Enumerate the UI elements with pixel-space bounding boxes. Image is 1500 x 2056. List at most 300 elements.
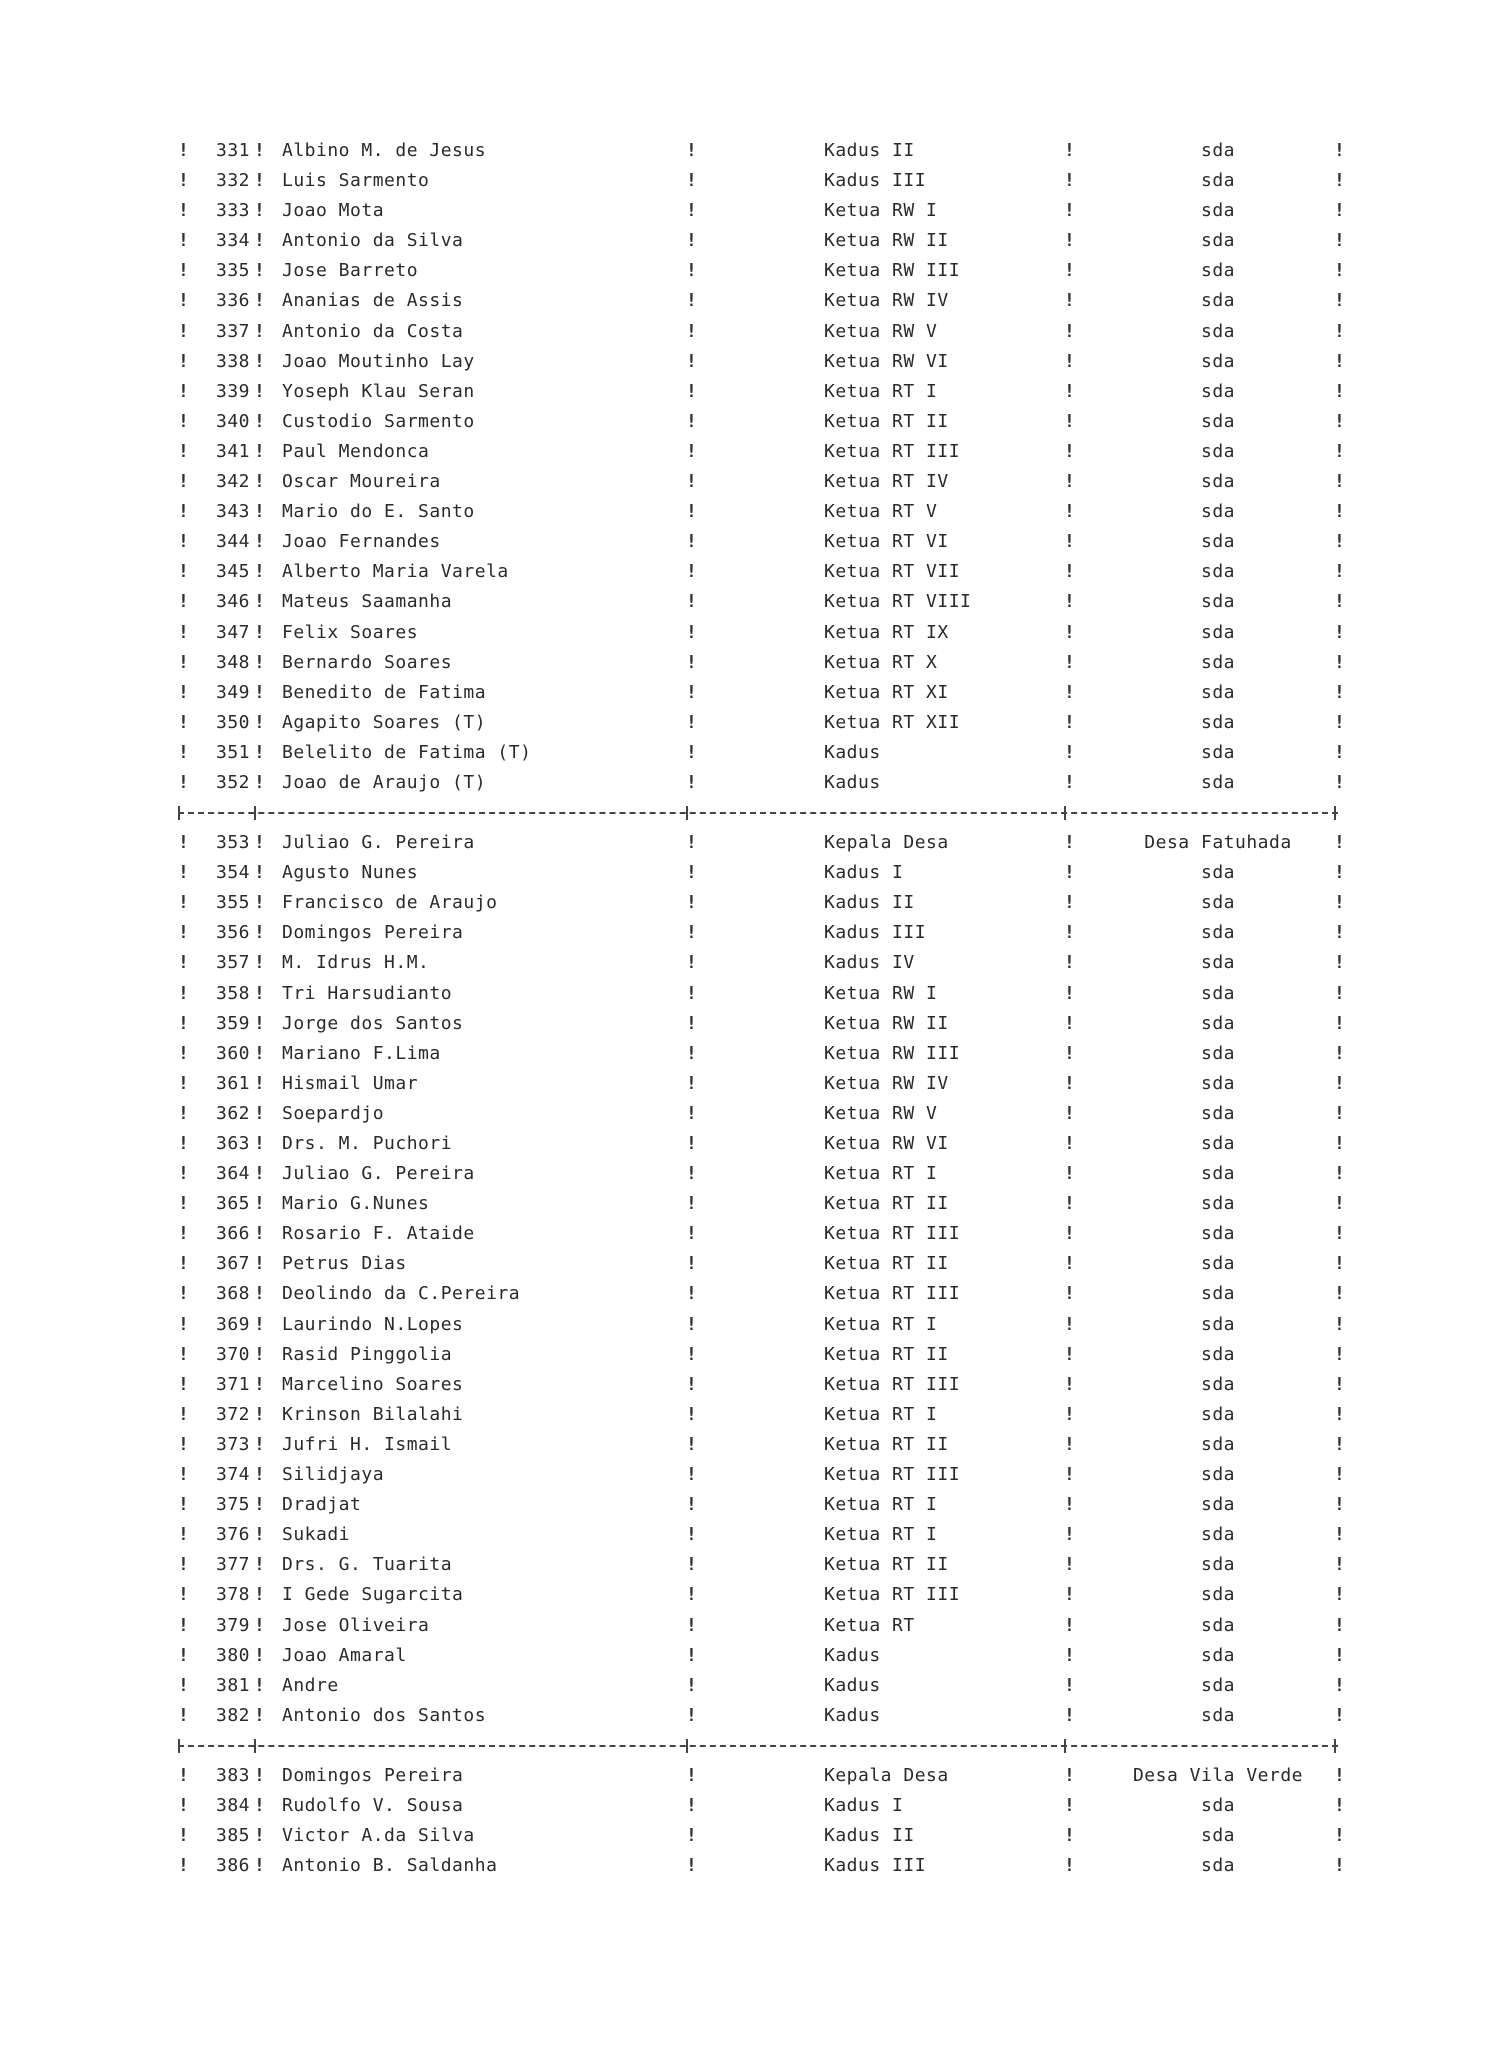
column-separator: ! — [1064, 1855, 1076, 1877]
person-name: Joao de Araujo (T) — [282, 771, 487, 793]
row-number: 343 — [215, 501, 250, 523]
position-title: Kadus — [824, 1704, 881, 1726]
column-separator: ! — [254, 1163, 266, 1185]
list-row — [174, 648, 1346, 678]
column-separator: ! — [1064, 832, 1076, 854]
place-name: sda — [1200, 410, 1235, 432]
list-row — [174, 166, 1346, 196]
row-number: 332 — [215, 170, 250, 192]
place-name: sda — [1200, 350, 1235, 372]
place-name: sda — [1200, 1433, 1235, 1455]
position-title: Ketua RT IV — [824, 471, 949, 493]
position-title: Ketua RW II — [824, 230, 949, 252]
row-number: 386 — [215, 1855, 250, 1877]
column-separator: ! — [686, 1794, 698, 1816]
row-number: 384 — [215, 1794, 250, 1816]
list-row — [174, 1219, 1346, 1249]
person-name: I Gede Sugarcita — [282, 1584, 464, 1606]
list-row — [174, 948, 1346, 978]
place-name: sda — [1200, 501, 1235, 523]
column-separator: ! — [178, 1524, 190, 1546]
column-separator: ! — [1334, 320, 1346, 342]
column-separator: ! — [686, 1674, 698, 1696]
column-separator: ! — [254, 471, 266, 493]
column-separator: ! — [1334, 1584, 1346, 1606]
list-row — [174, 708, 1346, 738]
column-separator: ! — [1064, 1554, 1076, 1576]
section-1 — [174, 136, 1346, 798]
column-separator: ! — [686, 892, 698, 914]
column-separator: ! — [178, 741, 190, 763]
column-separator: ! — [178, 1825, 190, 1847]
column-separator: ! — [1064, 1283, 1076, 1305]
list-row — [174, 918, 1346, 948]
column-separator: ! — [686, 1193, 698, 1215]
column-separator: ! — [1334, 1433, 1346, 1455]
column-separator: ! — [686, 952, 698, 974]
divider-tick — [254, 1739, 256, 1753]
place-name: sda — [1200, 922, 1235, 944]
person-name: Jose Barreto — [282, 260, 419, 282]
row-number: 346 — [215, 591, 250, 613]
column-separator: ! — [178, 260, 190, 282]
list-row — [174, 1430, 1346, 1460]
column-separator: ! — [686, 1133, 698, 1154]
column-separator: ! — [178, 440, 190, 462]
column-separator: ! — [1064, 170, 1076, 192]
column-separator: ! — [1064, 440, 1076, 462]
person-name: Rosario F. Ataide — [282, 1223, 475, 1245]
divider-line — [178, 812, 1338, 814]
column-separator: ! — [254, 1072, 266, 1094]
place-name: sda — [1200, 1554, 1235, 1576]
column-separator: ! — [178, 320, 190, 342]
list-row — [174, 828, 1346, 858]
position-title: Ketua RT I — [824, 1494, 938, 1516]
list-row — [174, 1821, 1346, 1851]
person-name: Rasid Pinggolia — [282, 1343, 453, 1365]
column-separator: ! — [686, 1855, 698, 1877]
list-row — [174, 618, 1346, 648]
column-separator: ! — [1064, 410, 1076, 432]
position-title: Kadus — [824, 771, 881, 793]
column-separator: ! — [1334, 771, 1346, 793]
person-name: Domingos Pereira — [282, 1764, 464, 1786]
list-row — [174, 979, 1346, 1009]
column-separator: ! — [1334, 350, 1346, 372]
row-number: 361 — [215, 1072, 250, 1094]
column-separator: ! — [686, 350, 698, 372]
column-separator: ! — [178, 1072, 190, 1094]
position-title: Ketua RW II — [824, 1012, 949, 1034]
column-separator: ! — [178, 200, 190, 222]
position-title: Ketua RT III — [824, 1584, 961, 1606]
column-separator: ! — [1334, 1102, 1346, 1124]
column-separator: ! — [686, 1163, 698, 1185]
column-separator: ! — [1334, 501, 1346, 523]
column-separator: ! — [254, 741, 266, 763]
column-separator: ! — [254, 862, 266, 884]
position-title: Ketua RT III — [824, 1283, 961, 1305]
row-number: 354 — [215, 862, 250, 884]
column-separator: ! — [178, 410, 190, 432]
person-name: Antonio da Silva — [282, 230, 464, 252]
person-name: Dradjat — [282, 1494, 362, 1516]
person-name: Deolindo da C.Pereira — [282, 1283, 521, 1305]
column-separator: ! — [1064, 1674, 1076, 1696]
column-separator: ! — [1334, 1855, 1346, 1877]
row-number: 350 — [215, 711, 250, 733]
person-name: Mario do E. Santo — [282, 501, 475, 523]
position-title: Kadus II — [824, 1825, 915, 1847]
column-separator: ! — [1334, 290, 1346, 312]
list-row — [174, 497, 1346, 527]
row-number: 355 — [215, 892, 250, 914]
column-separator: ! — [254, 561, 266, 583]
column-separator: ! — [178, 1373, 190, 1395]
column-separator: ! — [1334, 1283, 1346, 1305]
column-separator: ! — [1334, 1794, 1346, 1816]
column-separator: ! — [178, 1674, 190, 1696]
column-separator: ! — [254, 1223, 266, 1245]
position-title: Ketua RW V — [824, 1102, 938, 1124]
place-name: Desa Vila Verde — [1132, 1764, 1304, 1786]
person-name: Paul Mendonca — [282, 440, 430, 462]
list-row — [174, 557, 1346, 587]
place-name: sda — [1200, 1614, 1235, 1636]
column-separator: ! — [1064, 1584, 1076, 1606]
row-number: 379 — [215, 1614, 250, 1636]
place-name: sda — [1200, 741, 1235, 763]
column-separator: ! — [178, 230, 190, 252]
list-row — [174, 286, 1346, 316]
column-separator: ! — [1064, 501, 1076, 523]
list-row — [174, 1671, 1346, 1701]
position-title: Kepala Desa — [824, 1764, 949, 1786]
column-separator: ! — [686, 140, 698, 161]
column-separator: ! — [178, 1042, 190, 1064]
person-name: M. Idrus H.M. — [282, 952, 430, 974]
person-name: Joao Mota — [282, 200, 385, 222]
column-separator: ! — [1334, 952, 1346, 974]
person-name: Silidjaya — [282, 1464, 385, 1486]
row-number: 371 — [215, 1373, 250, 1395]
column-separator: ! — [686, 1764, 698, 1786]
position-title: Ketua RT XII — [824, 711, 961, 733]
place-name: sda — [1200, 320, 1235, 342]
position-title: Ketua RT II — [824, 1433, 949, 1455]
column-separator: ! — [178, 561, 190, 583]
list-row — [174, 1400, 1346, 1430]
person-name: Laurindo N.Lopes — [282, 1313, 464, 1335]
place-name: sda — [1200, 1825, 1235, 1847]
divider-tick — [254, 806, 256, 820]
row-number: 336 — [215, 290, 250, 312]
column-separator: ! — [686, 621, 698, 643]
column-separator: ! — [178, 290, 190, 312]
list-row — [174, 738, 1346, 768]
list-row — [174, 196, 1346, 226]
row-number: 344 — [215, 531, 250, 553]
row-number: 375 — [215, 1494, 250, 1516]
column-separator: ! — [178, 922, 190, 944]
column-separator: ! — [686, 862, 698, 884]
position-title: Ketua RW I — [824, 200, 938, 222]
row-number: 381 — [215, 1674, 250, 1696]
place-name: sda — [1200, 621, 1235, 643]
column-separator: ! — [178, 1102, 190, 1124]
list-row — [174, 1189, 1346, 1219]
column-separator: ! — [178, 982, 190, 1004]
place-name: sda — [1200, 1223, 1235, 1245]
column-separator: ! — [178, 471, 190, 493]
divider-line — [178, 1745, 1338, 1747]
column-separator: ! — [1334, 170, 1346, 192]
column-separator: ! — [1064, 350, 1076, 372]
column-separator: ! — [1064, 1524, 1076, 1546]
row-number: 364 — [215, 1163, 250, 1185]
column-separator: ! — [254, 1133, 266, 1154]
person-name: Jufri H. Ismail — [282, 1433, 453, 1455]
list-row — [174, 1641, 1346, 1671]
place-name: sda — [1200, 1494, 1235, 1516]
column-separator: ! — [178, 501, 190, 523]
column-separator: ! — [1334, 1614, 1346, 1636]
column-separator: ! — [254, 350, 266, 372]
column-separator: ! — [1064, 1464, 1076, 1486]
column-separator: ! — [178, 621, 190, 643]
column-separator: ! — [254, 260, 266, 282]
person-name: Andre — [282, 1674, 339, 1696]
column-separator: ! — [686, 1524, 698, 1546]
column-separator: ! — [686, 531, 698, 553]
place-name: sda — [1200, 651, 1235, 673]
position-title: Kadus — [824, 1644, 881, 1666]
place-name: sda — [1200, 1644, 1235, 1666]
column-separator: ! — [686, 1584, 698, 1606]
column-separator: ! — [1064, 471, 1076, 493]
row-number: 348 — [215, 651, 250, 673]
column-separator: ! — [254, 1825, 266, 1847]
place-name: sda — [1200, 952, 1235, 974]
column-separator: ! — [254, 1584, 266, 1606]
person-name: Luis Sarmento — [282, 170, 430, 192]
column-separator: ! — [254, 1253, 266, 1275]
person-name: Krinson Bilalahi — [282, 1403, 464, 1425]
row-number: 347 — [215, 621, 250, 643]
person-name: Joao Amaral — [282, 1644, 407, 1666]
person-name: Juliao G. Pereira — [282, 832, 475, 854]
place-name: sda — [1200, 1163, 1235, 1185]
column-separator: ! — [686, 230, 698, 252]
list-row — [174, 347, 1346, 377]
list-row — [174, 136, 1346, 166]
place-name: Desa Fatuhada — [1144, 832, 1292, 854]
column-separator: ! — [686, 982, 698, 1004]
position-title: Ketua RW IV — [824, 290, 949, 312]
column-separator: ! — [1334, 862, 1346, 884]
column-separator: ! — [254, 531, 266, 553]
column-separator: ! — [178, 771, 190, 793]
list-row — [174, 1520, 1346, 1550]
column-separator: ! — [178, 1644, 190, 1666]
list-row — [174, 1069, 1346, 1099]
position-title: Ketua RT VII — [824, 561, 961, 583]
divider-tick — [1064, 1739, 1066, 1753]
place-name: sda — [1200, 260, 1235, 282]
column-separator: ! — [1334, 1042, 1346, 1064]
person-name: Victor A.da Silva — [282, 1825, 475, 1847]
column-separator: ! — [178, 1464, 190, 1486]
column-separator: ! — [1334, 591, 1346, 613]
column-separator: ! — [254, 1313, 266, 1335]
column-separator: ! — [254, 1102, 266, 1124]
column-separator: ! — [1064, 230, 1076, 252]
position-title: Kadus III — [824, 1855, 927, 1877]
column-separator: ! — [178, 591, 190, 613]
column-separator: ! — [1334, 1012, 1346, 1034]
column-separator: ! — [254, 1764, 266, 1786]
list-row — [174, 1611, 1346, 1641]
column-separator: ! — [1064, 1042, 1076, 1064]
column-separator: ! — [254, 170, 266, 192]
column-separator: ! — [178, 711, 190, 733]
column-separator: ! — [1334, 471, 1346, 493]
position-title: Ketua RT III — [824, 440, 961, 462]
position-title: Ketua RT VIII — [824, 591, 972, 613]
column-separator: ! — [686, 1283, 698, 1305]
column-separator: ! — [686, 290, 698, 312]
list-row — [174, 1279, 1346, 1309]
column-separator: ! — [1334, 1764, 1346, 1786]
row-number: 352 — [215, 771, 250, 793]
column-separator: ! — [1334, 440, 1346, 462]
divider-tick — [178, 806, 180, 820]
row-number: 383 — [215, 1764, 250, 1786]
column-separator: ! — [254, 1193, 266, 1215]
place-name: sda — [1200, 170, 1235, 192]
column-separator: ! — [1064, 862, 1076, 884]
row-number: 377 — [215, 1554, 250, 1576]
position-title: Ketua RW I — [824, 982, 938, 1004]
place-name: sda — [1200, 1283, 1235, 1305]
person-name: Agapito Soares (T) — [282, 711, 487, 733]
place-name: sda — [1200, 1524, 1235, 1546]
position-title: Ketua RT IX — [824, 621, 949, 643]
column-separator: ! — [686, 1012, 698, 1034]
column-separator: ! — [1334, 982, 1346, 1004]
list-row — [174, 1009, 1346, 1039]
person-name: Bernardo Soares — [282, 651, 453, 673]
column-separator: ! — [686, 681, 698, 703]
person-name: Albino M. de Jesus — [282, 140, 487, 161]
position-title: Ketua RT I — [824, 1163, 938, 1185]
person-name: Alberto Maria Varela — [282, 561, 509, 583]
column-separator: ! — [1064, 1794, 1076, 1816]
person-name: Felix Soares — [282, 621, 419, 643]
column-separator: ! — [254, 501, 266, 523]
person-name: Drs. G. Tuarita — [282, 1554, 453, 1576]
row-number: 367 — [215, 1253, 250, 1275]
column-separator: ! — [686, 1042, 698, 1064]
column-separator: ! — [686, 1313, 698, 1335]
place-name: sda — [1200, 1072, 1235, 1094]
place-name: sda — [1200, 140, 1235, 161]
row-number: 337 — [215, 320, 250, 342]
column-separator: ! — [254, 1373, 266, 1395]
position-title: Ketua RT I — [824, 1313, 938, 1335]
column-separator: ! — [178, 862, 190, 884]
column-separator: ! — [1064, 651, 1076, 673]
person-name: Jose Oliveira — [282, 1614, 430, 1636]
column-separator: ! — [1334, 1373, 1346, 1395]
place-name: sda — [1200, 862, 1235, 884]
column-separator: ! — [686, 1373, 698, 1395]
column-separator: ! — [178, 1584, 190, 1606]
person-name: Juliao G. Pereira — [282, 1163, 475, 1185]
column-separator: ! — [1334, 410, 1346, 432]
column-separator: ! — [686, 922, 698, 944]
column-separator: ! — [1064, 380, 1076, 402]
position-title: Ketua RT X — [824, 651, 938, 673]
position-title: Kadus — [824, 1674, 881, 1696]
row-number: 357 — [215, 952, 250, 974]
column-separator: ! — [1334, 1674, 1346, 1696]
column-separator: ! — [254, 922, 266, 944]
column-separator: ! — [1334, 1313, 1346, 1335]
row-number: 338 — [215, 350, 250, 372]
column-separator: ! — [1064, 1433, 1076, 1455]
column-separator: ! — [178, 1403, 190, 1425]
position-title: Ketua RT III — [824, 1373, 961, 1395]
column-separator: ! — [1064, 1373, 1076, 1395]
column-separator: ! — [1334, 651, 1346, 673]
row-number: 369 — [215, 1313, 250, 1335]
column-separator: ! — [686, 771, 698, 793]
row-number: 331 — [215, 140, 250, 161]
row-number: 349 — [215, 681, 250, 703]
column-separator: ! — [1334, 1133, 1346, 1154]
column-separator: ! — [254, 651, 266, 673]
column-separator: ! — [1064, 771, 1076, 793]
column-separator: ! — [178, 1704, 190, 1726]
place-name: sda — [1200, 982, 1235, 1004]
column-separator: ! — [1334, 922, 1346, 944]
position-title: Ketua RT III — [824, 1223, 961, 1245]
column-separator: ! — [1064, 1704, 1076, 1726]
person-name: Custodio Sarmento — [282, 410, 475, 432]
column-separator: ! — [254, 1494, 266, 1516]
place-name: sda — [1200, 771, 1235, 793]
person-name: Mateus Saamanha — [282, 591, 453, 613]
column-separator: ! — [254, 200, 266, 222]
column-separator: ! — [254, 1704, 266, 1726]
person-name: Soepardjo — [282, 1102, 385, 1124]
column-separator: ! — [254, 1433, 266, 1455]
list-row — [174, 1310, 1346, 1340]
person-name: Tri Harsudianto — [282, 982, 453, 1004]
column-separator: ! — [178, 1343, 190, 1365]
column-separator: ! — [178, 1253, 190, 1275]
column-separator: ! — [1064, 1825, 1076, 1847]
place-name: sda — [1200, 1704, 1235, 1726]
place-name: sda — [1200, 1313, 1235, 1335]
column-separator: ! — [686, 561, 698, 583]
position-title: Ketua RW IV — [824, 1072, 949, 1094]
column-separator: ! — [178, 1283, 190, 1305]
position-title: Ketua RT V — [824, 501, 938, 523]
row-number: 363 — [215, 1133, 250, 1154]
